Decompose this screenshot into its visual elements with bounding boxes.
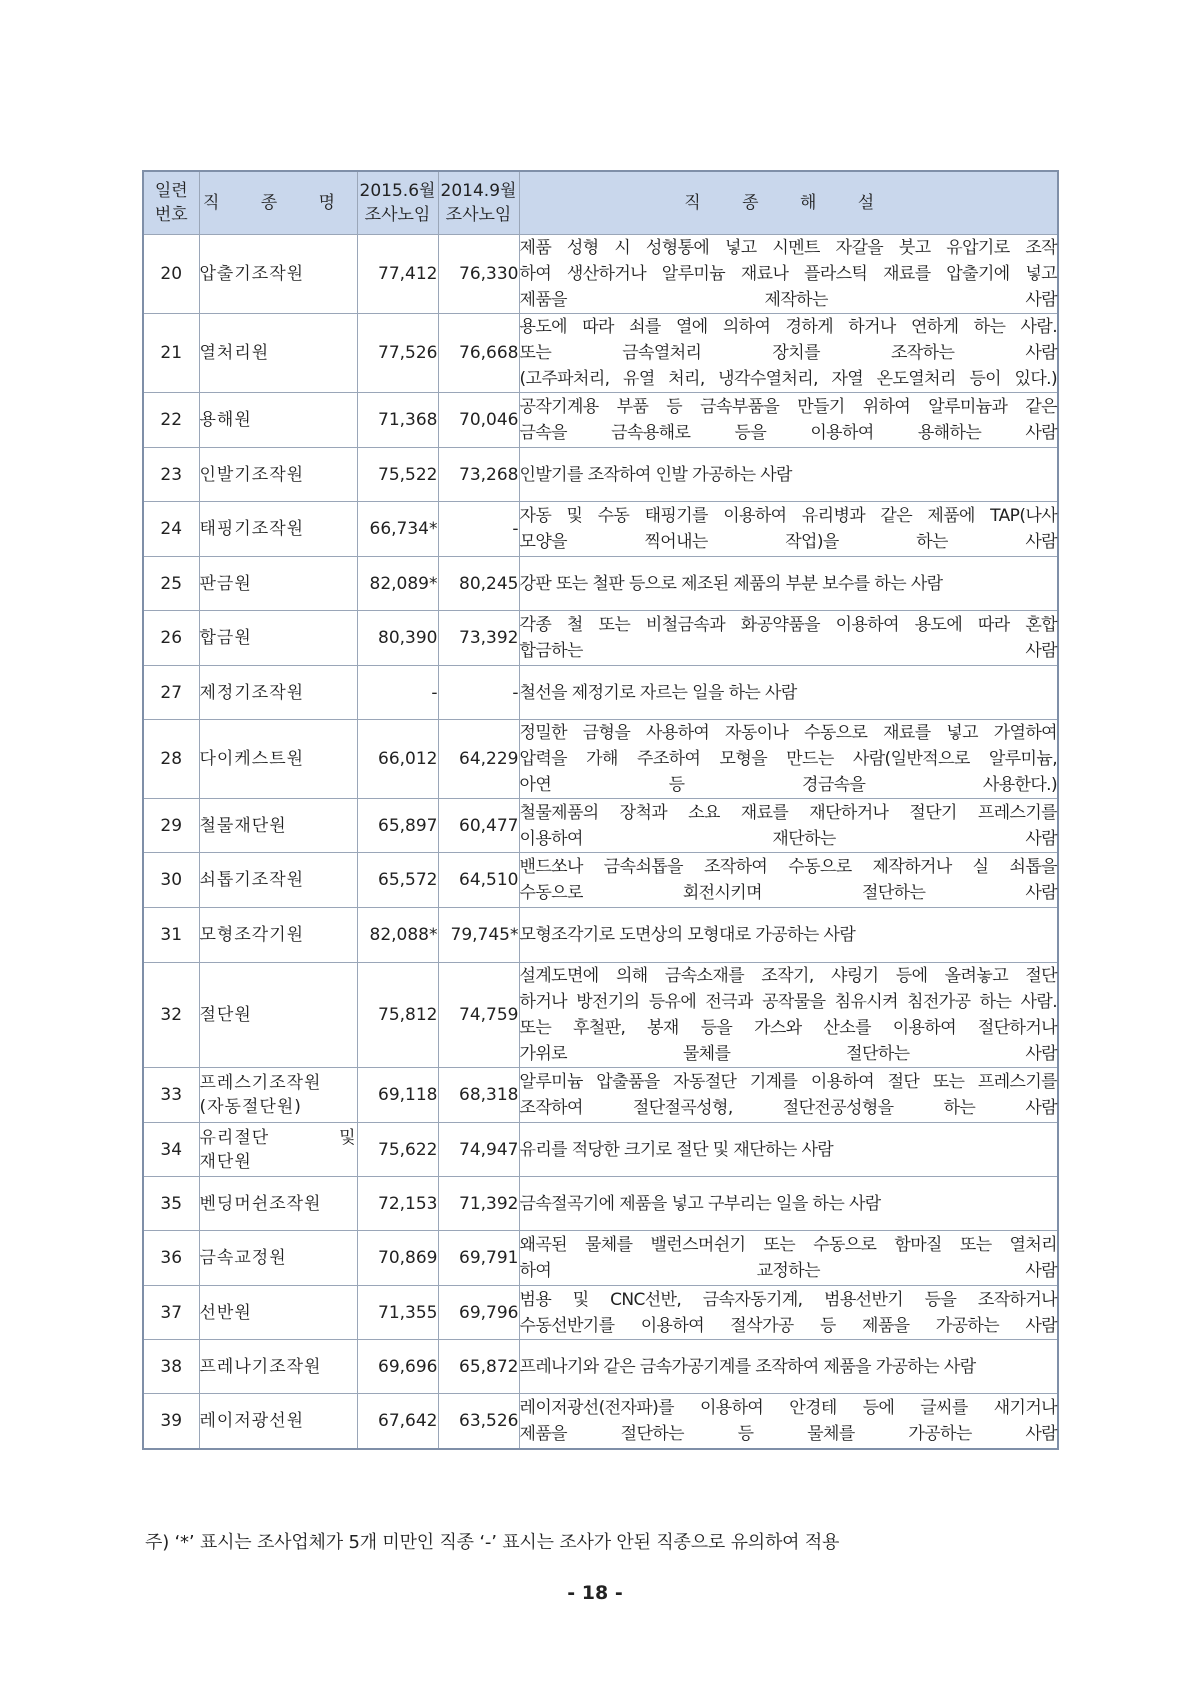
table-row [143, 235, 1058, 314]
table-header-row [143, 171, 1058, 235]
row-wage-2015: 67,642 [357, 1394, 438, 1449]
header-occupation-description: 직 종 해 설 [519, 171, 1058, 235]
row-wage-2015: 75,522 [357, 448, 438, 502]
row-serial-number: 29 [143, 799, 199, 853]
row-occupation-name: 열처리원 [199, 314, 357, 393]
row-serial-number: 38 [143, 1340, 199, 1394]
table-row [143, 314, 1058, 393]
row-wage-2014: 65,872 [438, 1340, 519, 1394]
row-wage-2014: 68,318 [438, 1068, 519, 1123]
row-wage-2015: 66,012 [357, 720, 438, 799]
row-occupation-name: 프레나기조작원 [199, 1340, 357, 1394]
row-wage-2014: 74,759 [438, 963, 519, 1068]
occupation-wage-table [142, 170, 1059, 1450]
row-serial-number: 28 [143, 720, 199, 799]
row-occupation-name: 절단원 [199, 963, 357, 1068]
table-row [143, 908, 1058, 963]
row-occupation-name: 유리절단 및 재단원 [199, 1123, 357, 1177]
row-wage-2014: 60,477 [438, 799, 519, 853]
row-wage-2015: 71,368 [357, 393, 438, 448]
table-row [143, 502, 1058, 557]
row-occupation-name: 판금원 [199, 557, 357, 611]
row-occupation-description: 설계도면에 의해 금속소재를 조작기, 샤링기 등에 올려놓고 절단 하거나 방전기의 등유에 전극과 공작물을 침유시켜 침전가공 하는 사람. 또는 후철판, 봉재 등을 가스와 산소를 이용하여 절단하거나 가위로 물체를 절단하는 사람 [519, 963, 1058, 1068]
row-serial-number: 22 [143, 393, 199, 448]
row-wage-2015: 82,088* [357, 908, 438, 963]
row-occupation-name: 프레스기조작원 (자동절단원) [199, 1068, 357, 1123]
row-occupation-name: 선반원 [199, 1286, 357, 1340]
row-occupation-name: 금속교정원 [199, 1231, 357, 1286]
page-number: - 18 - [567, 1582, 623, 1604]
row-serial-number: 34 [143, 1123, 199, 1177]
row-wage-2014: 63,526 [438, 1394, 519, 1449]
row-occupation-name: 벤딩머쉰조작원 [199, 1177, 357, 1231]
row-serial-number: 31 [143, 908, 199, 963]
table-row [143, 666, 1058, 720]
row-wage-2014: 69,796 [438, 1286, 519, 1340]
row-occupation-name: 인발기조작원 [199, 448, 357, 502]
row-occupation-description: 금속절곡기에 제품을 넣고 구부리는 일을 하는 사람 [519, 1177, 1058, 1231]
row-wage-2015: 66,734* [357, 502, 438, 557]
row-occupation-name: 철물재단원 [199, 799, 357, 853]
row-serial-number: 36 [143, 1231, 199, 1286]
row-occupation-description: 프레나기와 같은 금속가공기계를 조작하여 제품을 가공하는 사람 [519, 1340, 1058, 1394]
row-wage-2015: 82,089* [357, 557, 438, 611]
row-wage-2015: 77,412 [357, 235, 438, 314]
row-wage-2015: 80,390 [357, 611, 438, 666]
row-wage-2014: 69,791 [438, 1231, 519, 1286]
row-wage-2014: 79,745* [438, 908, 519, 963]
row-serial-number: 35 [143, 1177, 199, 1231]
table-row [143, 1177, 1058, 1231]
row-occupation-description: 인발기를 조작하여 인발 가공하는 사람 [519, 448, 1058, 502]
header-wage-2014: 2014.9월 조사노임 [438, 171, 519, 235]
row-wage-2014: 64,510 [438, 853, 519, 908]
table-row [143, 853, 1058, 908]
row-occupation-description: 유리를 적당한 크기로 절단 및 재단하는 사람 [519, 1123, 1058, 1177]
row-occupation-description: 범용 및 CNC선반, 금속자동기계, 범용선반기 등을 조작하거나 수동선반기를 이용하여 절삭가공 등 제품을 가공하는 사람 [519, 1286, 1058, 1340]
row-occupation-name: 쇠톱기조작원 [199, 853, 357, 908]
row-wage-2015: 70,869 [357, 1231, 438, 1286]
row-occupation-description: 왜곡된 물체를 밸런스머쉰기 또는 수동으로 함마질 또는 열처리 하여 교정하는 사람 [519, 1231, 1058, 1286]
row-occupation-description: 정밀한 금형을 사용하여 자동이나 수동으로 재료를 넣고 가열하여 압력을 가해 주조하여 모형을 만드는 사람(일반적으로 알루미늄, 아연 등 경금속을 사용한다.) [519, 720, 1058, 799]
table-row [143, 1123, 1058, 1177]
table-row [143, 393, 1058, 448]
row-wage-2015: 75,812 [357, 963, 438, 1068]
table-row [143, 720, 1058, 799]
row-occupation-description: 제품 성형 시 성형통에 넣고 시멘트 자갈을 붓고 유압기로 조작 하여 생산하거나 알루미늄 재료나 플라스틱 재료를 압출기에 넣고 제품을 제작하는 사람 [519, 235, 1058, 314]
header-wage-2015: 2015.6월 조사노임 [357, 171, 438, 235]
header-serial-number: 일련 번호 [143, 171, 199, 235]
table-row [143, 1068, 1058, 1123]
row-serial-number: 21 [143, 314, 199, 393]
row-serial-number: 33 [143, 1068, 199, 1123]
row-serial-number: 26 [143, 611, 199, 666]
row-wage-2015: 75,622 [357, 1123, 438, 1177]
row-occupation-description: 각종 철 또는 비철금속과 화공약품을 이용하여 용도에 따라 혼합 합금하는 사람 [519, 611, 1058, 666]
row-wage-2014: 64,229 [438, 720, 519, 799]
row-occupation-description: 철선을 제정기로 자르는 일을 하는 사람 [519, 666, 1058, 720]
table-row [143, 557, 1058, 611]
row-occupation-description: 공작기계용 부품 등 금속부품을 만들기 위하여 알루미늄과 같은 금속을 금속용해로 등을 이용하여 용해하는 사람 [519, 393, 1058, 448]
row-occupation-name: 다이케스트원 [199, 720, 357, 799]
row-occupation-description: 자동 및 수동 태핑기를 이용하여 유리병과 같은 제품에 TAP(나사 모양을 찍어내는 작업)을 하는 사람 [519, 502, 1058, 557]
table-row [143, 1231, 1058, 1286]
row-wage-2015: 65,897 [357, 799, 438, 853]
row-wage-2014: - [438, 502, 519, 557]
row-serial-number: 37 [143, 1286, 199, 1340]
row-serial-number: 23 [143, 448, 199, 502]
row-occupation-description: 철물제품의 장척과 소요 재료를 재단하거나 절단기 프레스기를 이용하여 재단하는 사람 [519, 799, 1058, 853]
footnote: 주) ‘*’ 표시는 조사업체가 5개 미만인 직종 ‘-’ 표시는 조사가 안된 직종으로 유의하여 적용 [145, 1532, 840, 1553]
row-occupation-description: 강판 또는 철판 등으로 제조된 제품의 부분 보수를 하는 사람 [519, 557, 1058, 611]
row-serial-number: 25 [143, 557, 199, 611]
row-occupation-description: 용도에 따라 쇠를 열에 의하여 경하게 하거나 연하게 하는 사람. 또는 금속열처리 장치를 조작하는 사람 (고주파처리, 유열 처리, 냉각수열처리, 자열 온도열처리 등이 있다.) [519, 314, 1058, 393]
table-row [143, 1286, 1058, 1340]
row-serial-number: 20 [143, 235, 199, 314]
row-wage-2015: 71,355 [357, 1286, 438, 1340]
table-row [143, 799, 1058, 853]
row-wage-2014: 70,046 [438, 393, 519, 448]
row-wage-2015: 69,696 [357, 1340, 438, 1394]
row-serial-number: 30 [143, 853, 199, 908]
row-occupation-name: 합금원 [199, 611, 357, 666]
row-wage-2014: 71,392 [438, 1177, 519, 1231]
row-serial-number: 27 [143, 666, 199, 720]
row-occupation-description: 모형조각기로 도면상의 모형대로 가공하는 사람 [519, 908, 1058, 963]
row-occupation-name: 태핑기조작원 [199, 502, 357, 557]
row-occupation-description: 레이저광선(전자파)를 이용하여 안경테 등에 글씨를 새기거나 제품을 절단하는 등 물체를 가공하는 사람 [519, 1394, 1058, 1449]
table-row [143, 963, 1058, 1068]
row-wage-2015: 65,572 [357, 853, 438, 908]
row-occupation-name: 압출기조작원 [199, 235, 357, 314]
row-wage-2014: 76,668 [438, 314, 519, 393]
row-wage-2015: - [357, 666, 438, 720]
row-wage-2014: 73,268 [438, 448, 519, 502]
table-row [143, 1394, 1058, 1449]
row-serial-number: 39 [143, 1394, 199, 1449]
row-serial-number: 32 [143, 963, 199, 1068]
row-occupation-name: 레이저광선원 [199, 1394, 357, 1449]
row-wage-2015: 77,526 [357, 314, 438, 393]
row-wage-2014: 76,330 [438, 235, 519, 314]
header-occupation-name: 직 종 명 [199, 171, 357, 235]
row-wage-2015: 72,153 [357, 1177, 438, 1231]
row-occupation-name: 모형조각기원 [199, 908, 357, 963]
row-wage-2014: - [438, 666, 519, 720]
row-wage-2014: 74,947 [438, 1123, 519, 1177]
row-occupation-description: 밴드쏘나 금속쇠톱을 조작하여 수동으로 제작하거나 실 쇠톱을 수동으로 회전시키며 절단하는 사람 [519, 853, 1058, 908]
row-wage-2015: 69,118 [357, 1068, 438, 1123]
table-row [143, 1340, 1058, 1394]
row-occupation-name: 용해원 [199, 393, 357, 448]
row-occupation-description: 알루미늄 압출품을 자동절단 기계를 이용하여 절단 또는 프레스기를 조작하여 절단절곡성형, 절단전공성형을 하는 사람 [519, 1068, 1058, 1123]
row-serial-number: 24 [143, 502, 199, 557]
table-row [143, 448, 1058, 502]
row-occupation-name: 제정기조작원 [199, 666, 357, 720]
row-wage-2014: 80,245 [438, 557, 519, 611]
row-wage-2014: 73,392 [438, 611, 519, 666]
table-row [143, 611, 1058, 666]
